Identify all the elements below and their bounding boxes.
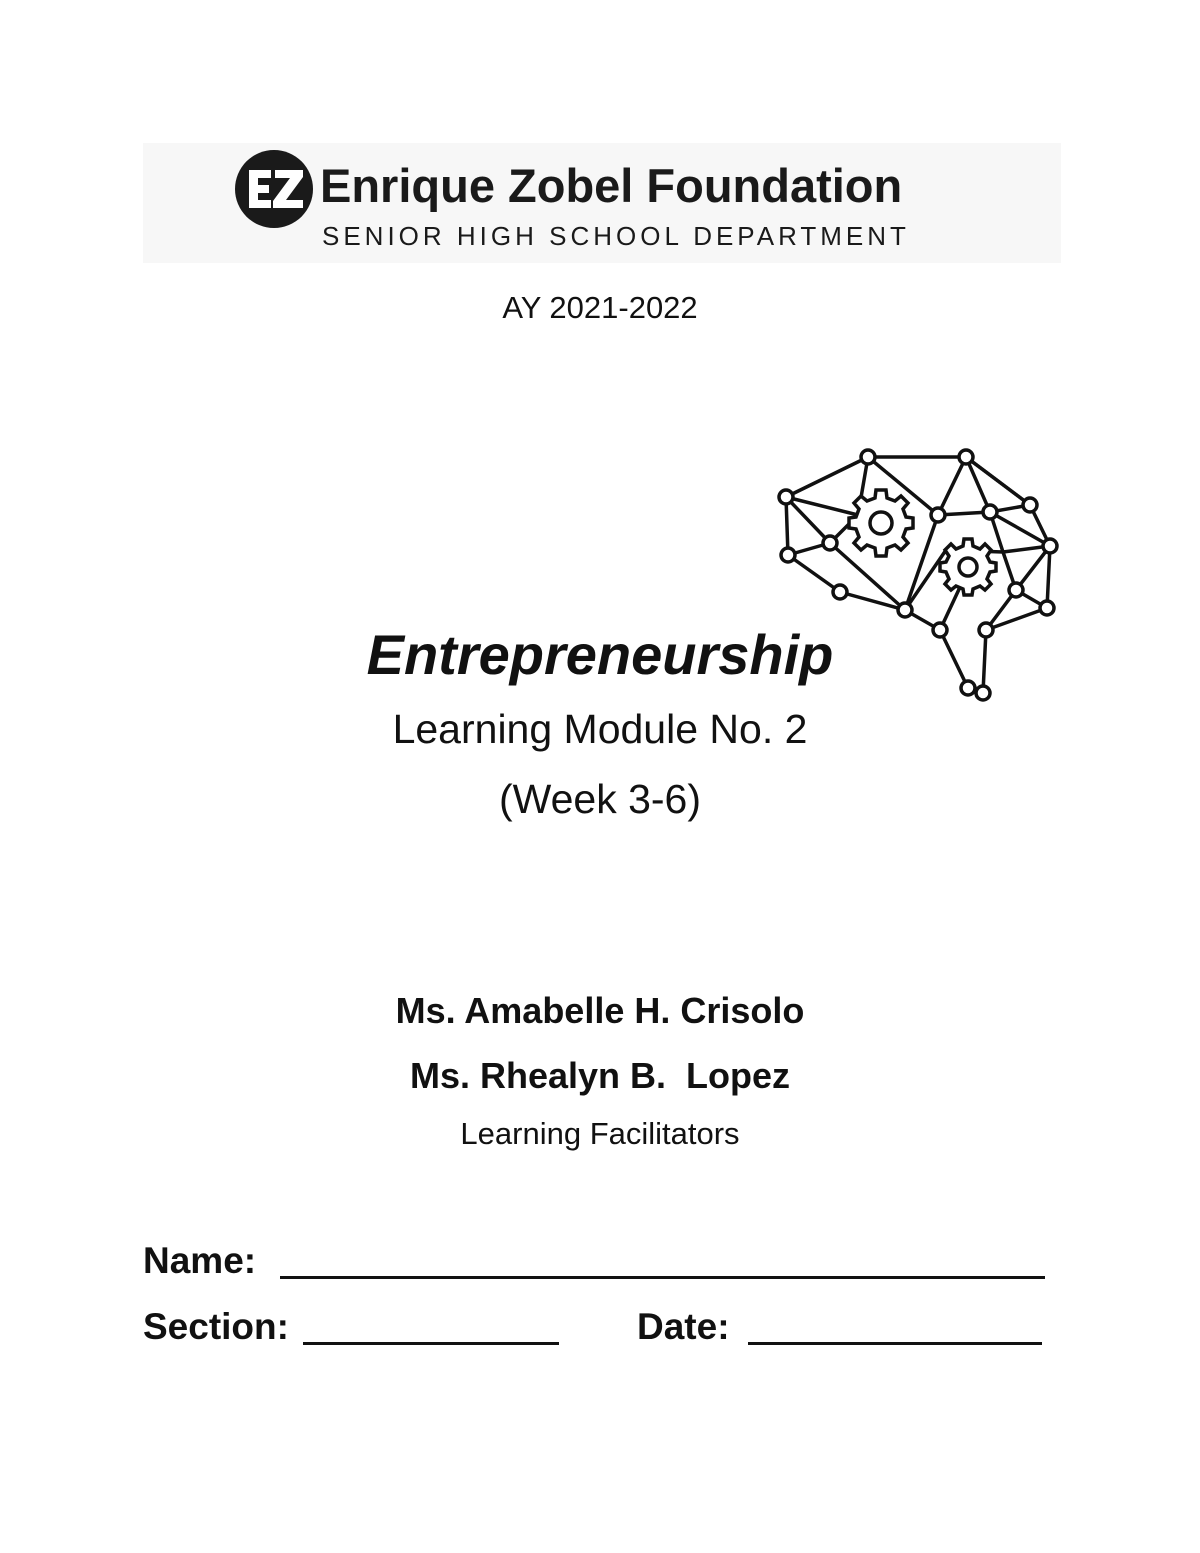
academic-year: AY 2021-2022 [502, 290, 698, 325]
name-field[interactable] [280, 1276, 1045, 1279]
org-name: Enrique Zobel Foundation [320, 159, 903, 212]
date-label: Date: [637, 1306, 730, 1347]
facilitator-name: Ms. Rhealyn B. Lopez [409, 1055, 791, 1096]
module-weeks: (Week 3-6) [498, 776, 702, 822]
section-field[interactable] [303, 1342, 559, 1345]
org-department: SENIOR HIGH SCHOOL DEPARTMENT [322, 221, 910, 251]
module-number: Learning Module No. 2 [392, 706, 808, 752]
ez-logo-icon [233, 148, 315, 230]
name-label: Name: [143, 1240, 257, 1281]
subject-title: Entrepreneurship [366, 623, 834, 686]
facilitator-name: Ms. Amabelle H. Crisolo [395, 990, 805, 1031]
section-label: Section: [143, 1306, 289, 1347]
facilitators-role: Learning Facilitators [460, 1116, 740, 1151]
date-field[interactable] [748, 1342, 1042, 1345]
